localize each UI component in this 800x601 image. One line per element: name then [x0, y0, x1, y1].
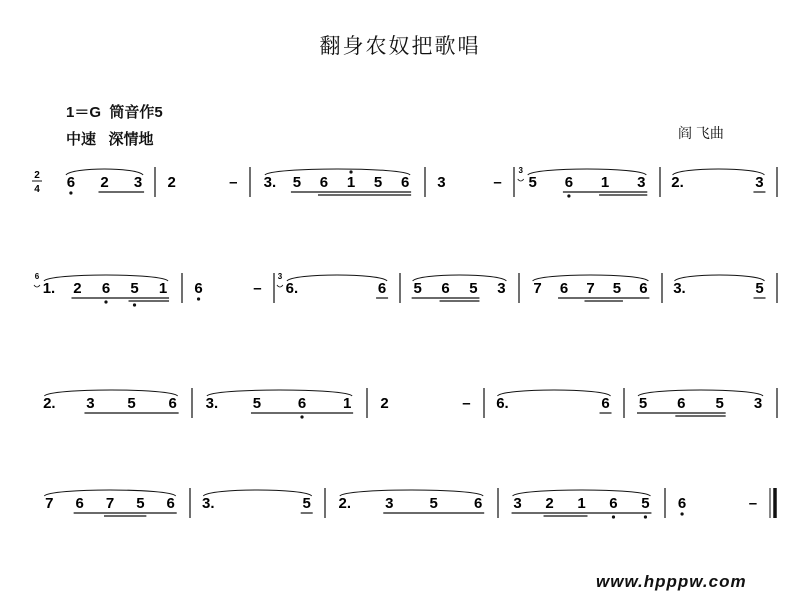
note: 1. — [42, 280, 56, 297]
note: 6 — [400, 174, 410, 191]
sustain-dash: – — [748, 495, 758, 512]
note: 6 — [564, 174, 574, 191]
note: 6. — [285, 280, 299, 297]
grace-note-tie — [277, 285, 283, 287]
phrase-slur — [207, 390, 352, 396]
note: 6 — [677, 395, 686, 412]
lower-octave-dot — [612, 515, 615, 518]
note: 6 — [377, 280, 387, 297]
lower-octave-dot — [69, 191, 72, 194]
note: 1 — [600, 174, 610, 191]
phrase-slur — [413, 275, 507, 281]
grace-note: 3 — [277, 272, 283, 281]
note: 2 — [380, 395, 389, 412]
note: 6 — [166, 495, 175, 512]
grace-note: 6 — [34, 272, 40, 281]
note: 6 — [474, 495, 483, 512]
note: 3 — [637, 174, 646, 191]
tempo-expression: 中速 深情地 — [66, 131, 154, 148]
note: 3. — [263, 174, 277, 191]
phrase-slur — [497, 390, 610, 396]
phrase-slur — [203, 490, 311, 496]
note: 6 — [297, 395, 307, 412]
note: 3. — [202, 495, 215, 512]
note: 2 — [73, 280, 82, 297]
note: 1 — [342, 395, 352, 412]
note: 6 — [75, 495, 84, 512]
lower-octave-dot — [197, 297, 200, 300]
lower-octave-dot — [680, 512, 683, 515]
note: 5 — [641, 495, 650, 512]
note: 2. — [43, 395, 56, 412]
note: 6 — [441, 280, 450, 297]
lower-octave-dot — [567, 194, 570, 197]
note: 2 — [545, 495, 554, 512]
note: 2 — [100, 174, 109, 191]
note: 5 — [136, 495, 145, 512]
note: 5 — [252, 395, 262, 412]
note: 3 — [86, 395, 95, 412]
phrase-slur — [287, 275, 387, 281]
note: 5 — [373, 174, 383, 191]
song-title: 翻身农奴把歌唱 — [319, 34, 481, 58]
phrase-slur — [638, 390, 763, 396]
key-signature: 1＝G 筒音作5 — [66, 104, 163, 121]
grace-note-tie — [518, 179, 524, 181]
note: 5 — [429, 495, 438, 512]
note: 5 — [612, 280, 622, 297]
note: 6. — [496, 395, 509, 412]
note: 6 — [101, 280, 111, 297]
note: 6 — [601, 395, 610, 412]
upper-octave-dot — [349, 170, 352, 173]
note: 7 — [586, 280, 595, 297]
note: 5 — [638, 395, 648, 412]
note: 2. — [671, 174, 684, 191]
note: 3. — [205, 395, 219, 412]
note: 5 — [413, 280, 422, 297]
lower-octave-dot — [104, 300, 107, 303]
phrase-slur — [265, 169, 410, 175]
note: 7 — [45, 495, 54, 512]
site-watermark: www.hpppw.com — [596, 572, 747, 591]
phrase-slur — [44, 390, 177, 396]
note: 6 — [66, 174, 76, 191]
note: 6 — [194, 280, 203, 297]
phrase-slur — [674, 275, 764, 281]
lower-octave-dot — [300, 415, 303, 418]
note: 5 — [715, 395, 724, 412]
note: 3. — [673, 280, 686, 297]
note: 3 — [133, 174, 143, 191]
note: 5 — [292, 174, 302, 191]
time-signature-top: 2 — [34, 170, 40, 181]
composer-credit: 阎 飞曲 — [678, 125, 724, 141]
sustain-dash: – — [229, 174, 238, 191]
note: 2. — [338, 495, 352, 512]
sustain-dash: – — [493, 174, 502, 191]
note: 5 — [755, 280, 764, 297]
note: 5 — [127, 395, 136, 412]
note: 6 — [168, 395, 177, 412]
sustain-dash: – — [462, 395, 471, 412]
note: 7 — [533, 280, 542, 297]
note: 1 — [577, 495, 586, 512]
note: 3 — [437, 174, 446, 191]
grace-note-tie — [34, 285, 40, 287]
note: 1 — [158, 280, 168, 297]
note: 3 — [497, 280, 506, 297]
note: 5 — [302, 495, 311, 512]
phrase-slur — [340, 490, 483, 496]
note: 2 — [167, 174, 176, 191]
sustain-dash: – — [253, 280, 262, 297]
note: 5 — [130, 280, 139, 297]
note: 3 — [513, 495, 522, 512]
note: 3 — [755, 174, 764, 191]
note: 6 — [677, 495, 687, 512]
note: 3 — [385, 495, 394, 512]
note: 1 — [346, 174, 356, 191]
lower-octave-dot — [644, 515, 647, 518]
phrase-slur — [528, 169, 647, 175]
note: 3 — [753, 395, 763, 412]
note: 6 — [609, 495, 618, 512]
grace-note: 3 — [518, 166, 523, 175]
phrase-slur — [673, 169, 765, 175]
lower-octave-dot — [133, 303, 136, 306]
note: 6 — [559, 280, 569, 297]
time-signature-bottom: 4 — [34, 184, 40, 195]
note: 6 — [639, 280, 648, 297]
note: 5 — [528, 174, 537, 191]
note: 6 — [319, 174, 329, 191]
note: 5 — [469, 280, 478, 297]
note: 7 — [105, 495, 115, 512]
